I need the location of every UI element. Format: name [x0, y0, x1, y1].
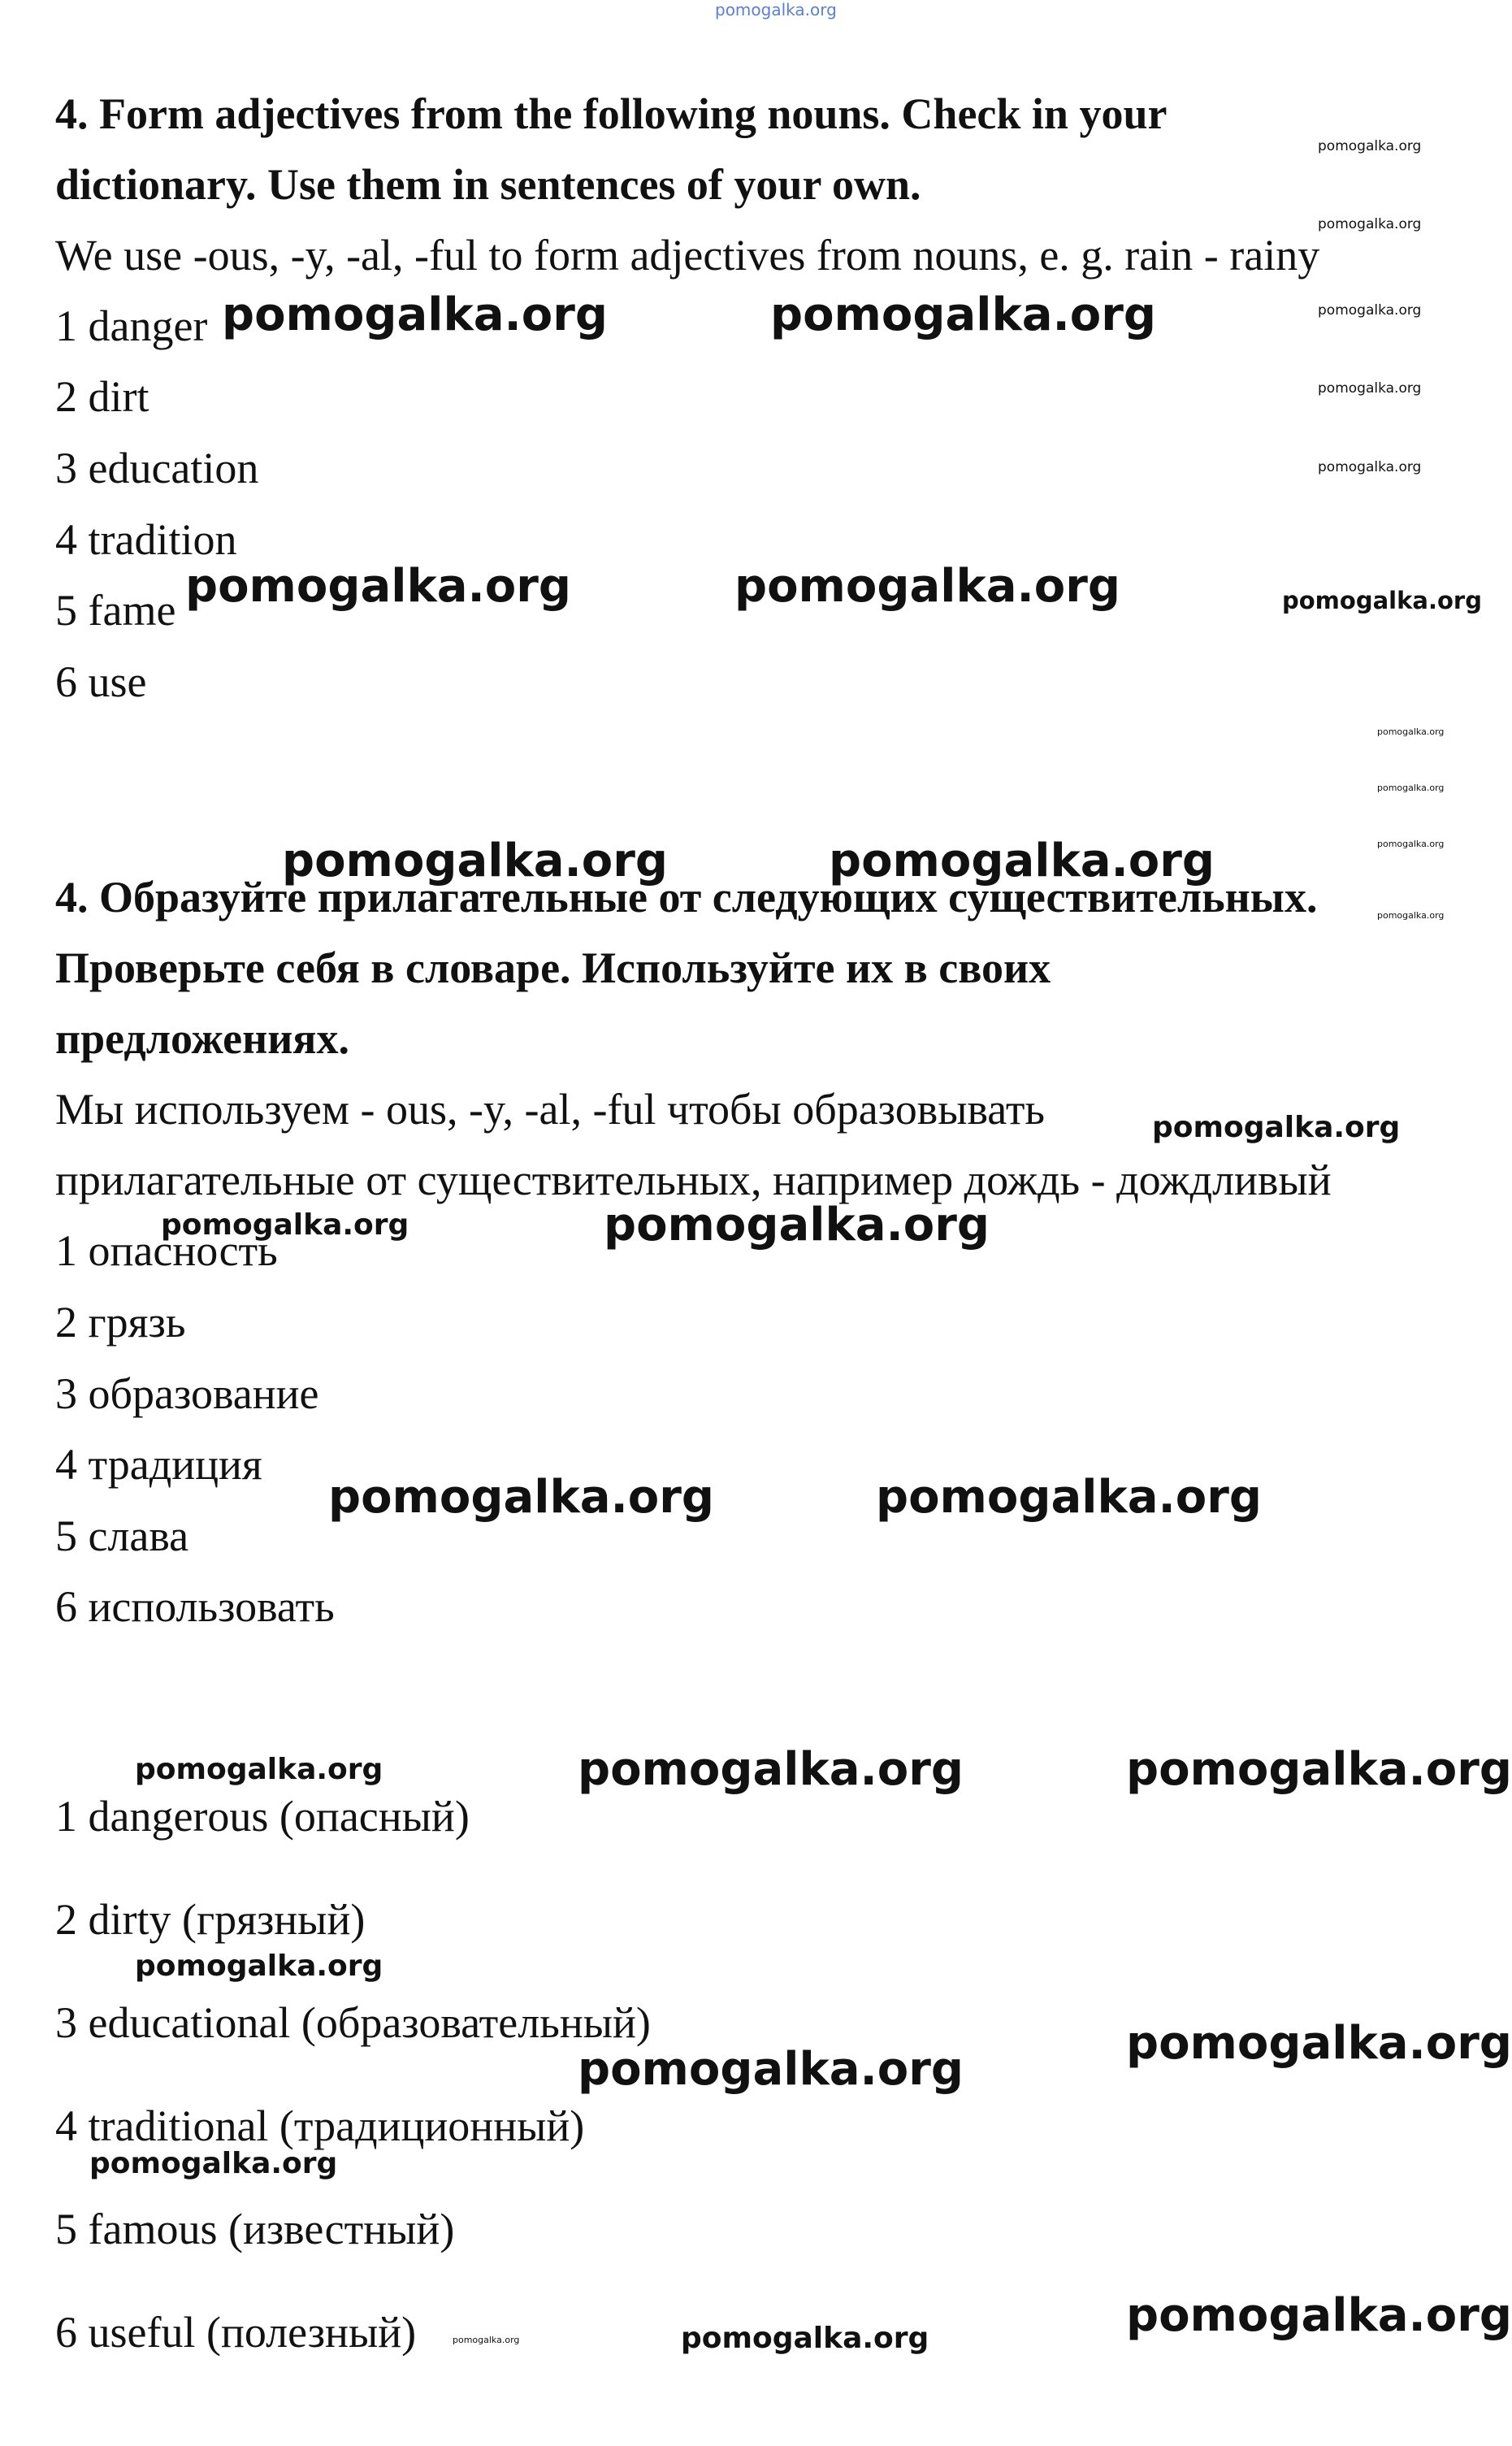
watermark: pomogalka.org	[282, 835, 668, 887]
answer-item-5: 5 famous (известный)	[55, 2205, 455, 2253]
watermark: pomogalka.org	[1318, 302, 1422, 319]
watermark: pomogalka.org	[1318, 138, 1422, 154]
answer-item-3: 3 educational (образовательный)	[55, 1998, 651, 2047]
watermark: pomogalka.org	[1318, 380, 1422, 397]
watermark: pomogalka.org	[1126, 2289, 1512, 2342]
list-item-en-1: 1 danger	[55, 301, 208, 350]
exercise-heading-en-line2: dictionary. Use them in sentences of your own.	[55, 160, 921, 209]
exercise-heading-ru-line1: 4. Образуйте прилагательные от следующих существительных.	[55, 873, 1318, 922]
list-item-ru-2: 2 грязь	[55, 1298, 186, 1347]
exercise-intro-ru-line1: Мы используем - ous, -y, -al, -ful чтобы образовывать	[55, 1085, 1046, 1134]
watermark: pomogalka.org	[876, 1471, 1262, 1524]
exercise-heading-en-line1: 4. Form adjectives from the following nouns. Check in your	[55, 89, 1168, 138]
exercise-heading-ru-line2: Проверьте себя в словаре. Используйте их в своих	[55, 943, 1051, 992]
watermark: pomogalka.org	[681, 2322, 929, 2355]
watermark: pomogalka.org	[770, 288, 1156, 341]
watermark: pomogalka.org	[1318, 459, 1422, 475]
watermark: pomogalka.org	[604, 1199, 990, 1251]
list-item-ru-1: 1 опасность	[55, 1226, 278, 1275]
watermark: pomogalka.org	[1377, 839, 1445, 849]
watermark: pomogalka.org	[135, 1949, 383, 1983]
list-item-en-6: 6 use	[55, 657, 147, 706]
watermark: pomogalka.org	[1377, 910, 1445, 921]
watermark: pomogalka.org	[1377, 783, 1445, 793]
exercise-heading-ru-line3: предложениях.	[55, 1014, 350, 1063]
watermark: pomogalka.org	[829, 835, 1215, 887]
list-item-ru-3: 3 образование	[55, 1369, 319, 1418]
answer-item-1: 1 dangerous (опасный)	[55, 1792, 470, 1841]
exercise-intro-ru-line2: прилагательные от существительных, например дождь - дождливый	[55, 1156, 1332, 1204]
watermark: pomogalka.org	[1282, 587, 1482, 614]
answer-item-4: 4 traditional (традиционный)	[55, 2101, 585, 2150]
answer-item-2: 2 dirty (грязный)	[55, 1895, 366, 1944]
watermark: pomogalka.org	[185, 560, 571, 613]
list-item-en-4: 4 tradition	[55, 515, 237, 564]
watermark: pomogalka.org	[222, 288, 608, 341]
watermark: pomogalka.org	[453, 2335, 520, 2345]
watermark: pomogalka.org	[161, 1208, 409, 1242]
list-item-en-5: 5 fame	[55, 586, 176, 635]
exercise-intro-en: We use -ous, -y, -al, -ful to form adjectives from nouns, e. g. rain - rainy	[55, 231, 1320, 280]
watermark: pomogalka.org	[578, 2043, 964, 2096]
watermark: pomogalka.org	[1377, 726, 1445, 737]
watermark: pomogalka.org	[1152, 1111, 1401, 1144]
watermark: pomogalka.org	[578, 1743, 964, 1796]
watermark: pomogalka.org	[328, 1471, 714, 1524]
list-item-ru-4: 4 традиция	[55, 1440, 262, 1489]
list-item-en-2: 2 dirt	[55, 372, 149, 421]
answer-item-6: 6 useful (полезный)	[55, 2308, 417, 2357]
watermark: pomogalka.org	[89, 2147, 338, 2180]
list-item-en-3: 3 education	[55, 444, 259, 492]
watermark: pomogalka.org	[1126, 2017, 1512, 2070]
watermark: pomogalka.org	[135, 1753, 383, 1786]
list-item-ru-5: 5 слава	[55, 1511, 189, 1560]
watermark: pomogalka.org	[734, 560, 1120, 613]
watermark: pomogalka.org	[1126, 1743, 1512, 1796]
list-item-ru-6: 6 использовать	[55, 1582, 335, 1631]
watermark: pomogalka.org	[1318, 216, 1422, 232]
watermark: pomogalka.org	[715, 0, 837, 20]
